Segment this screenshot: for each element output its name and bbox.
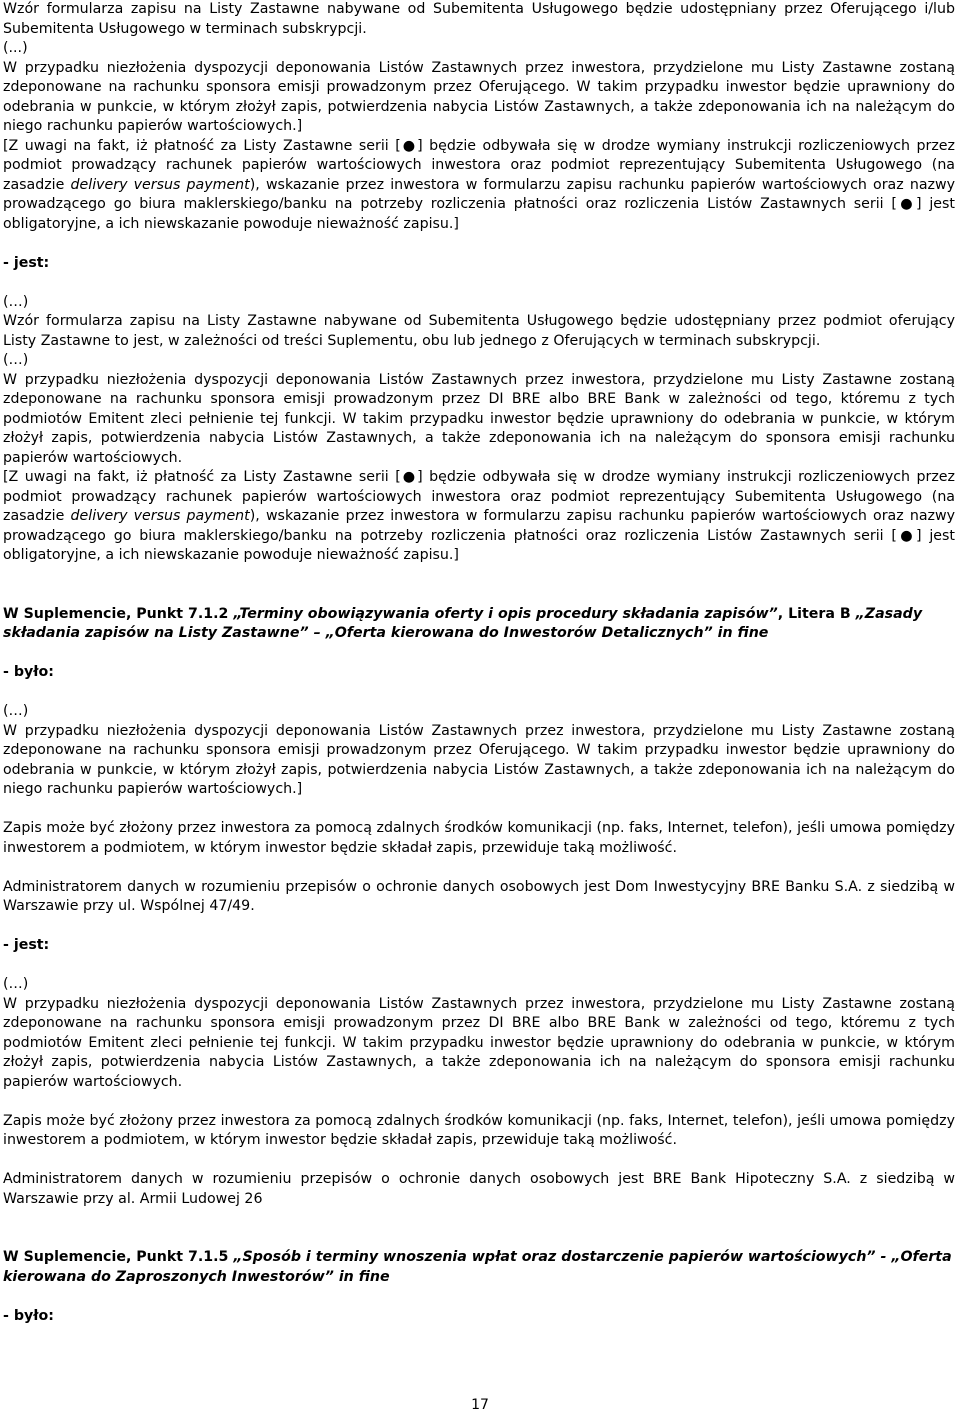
spacer xyxy=(3,585,955,605)
italic-term: delivery versus payment xyxy=(70,508,250,524)
spacer xyxy=(3,683,955,703)
spacer xyxy=(3,1092,955,1112)
paragraph: W przypadku niezłożenia dyspozycji deponowania Listów Zastawnych przez inwestora, przydzielone mu Listy Zastawne zostaną zdeponowane na rachunku sponsora emisji prowadzonym przez DI BRE albo BRE Bank w zależności od tego, któremu z tych podmiotów Emitent zleci pełnienie tej funkcji. W takim przypadku inwestor będzie uprawniony do odebrania w punkcie, w którym złożył zapis, potwierdzenia nabycia Listów Zastawnych, a także zdeponowania ich na należącym do sponsora emisji rachunku papierów wartościowych. xyxy=(3,371,955,466)
spacer xyxy=(3,858,955,878)
spacer xyxy=(3,566,955,586)
heading-italic: „Sposób i terminy wnoszenia wpłat oraz dostarczenie papierów wartościowych” - „Oferta kierowana do Zaproszonych Inwestorów” in fine xyxy=(3,1249,952,1285)
paragraph xyxy=(3,468,955,566)
section-heading xyxy=(3,605,955,644)
text-span: [Z uwagi na fakt, iż płatność za Listy Zastawne serii [●] będzie odbywała się w drodze wymiany instrukcji rozliczeniowych przez podmiot prowadzący rachunek papierów wartościowych inwestora oraz podmiot reprezentujący Subemitenta Usługowego (na zasadzie xyxy=(3,469,955,524)
ellipsis: (...) xyxy=(3,40,28,56)
ellipsis: (…) xyxy=(3,703,29,719)
spacer xyxy=(3,800,955,820)
spacer xyxy=(3,1287,955,1307)
spacer xyxy=(3,1151,955,1171)
spacer xyxy=(3,1229,955,1249)
document-page xyxy=(3,0,955,1326)
bylo-label: - było: xyxy=(3,1307,54,1324)
heading-italic: „Zasady składania zapisów na Listy Zastawne” – „Oferta kierowana do Inwestorów Detalicznych” in fine xyxy=(3,605,923,641)
spacer xyxy=(3,1209,955,1229)
spacer xyxy=(3,273,955,293)
bylo-label: - było: xyxy=(3,664,54,680)
paragraph xyxy=(3,137,955,235)
italic-term: delivery versus payment xyxy=(70,176,250,193)
ellipsis: (…) xyxy=(3,352,29,368)
paragraph: Wzór formularza zapisu na Listy Zastawne nabywane od Subemitenta Usługowego będzie udostępniany przez Oferującego i/lub Subemitenta Usługowego w terminach subskrypcji. xyxy=(3,1,955,37)
paragraph: Wzór formularza zapisu na Listy Zastawne nabywane od Subemitenta Usługowego będzie udostępniany przez podmiot oferujący Listy Zastawne to jest, w zależności od treści Suplementu, obu lub jednego z Oferujących w terminach subskrypcji. xyxy=(3,313,955,349)
page-number: 17 xyxy=(471,1397,489,1413)
spacer xyxy=(3,234,955,254)
paragraph: W przypadku niezłożenia dyspozycji deponowania Listów Zastawnych przez inwestora, przydzielone mu Listy Zastawne zostaną zdeponowane na rachunku sponsora emisji prowadzonym przez Oferującego. W takim przypadku inwestor będzie uprawniony do odebrania w punkcie, w którym złożył zapis, potwierdzenia nabycia Listów Zastawnych, a także zdeponowania ich na należącym do niego rachunku papierów wartościowych.] xyxy=(3,59,955,134)
spacer xyxy=(3,917,955,937)
spacer xyxy=(3,644,955,664)
heading-text: W Suplemencie, Punkt 7.1.5 xyxy=(3,1249,234,1265)
paragraph: Administratorem danych w rozumieniu przepisów o ochronie danych osobowych jest Dom Inwestycyjny BRE Banku S.A. z siedzibą w Warszawie przy ul. Wspólnej 47/49. xyxy=(3,878,955,914)
jest-label: - jest: xyxy=(3,937,50,953)
ellipsis: (…) xyxy=(3,976,29,992)
heading-italic: „Terminy obowiązywania oferty i opis procedury składania zapisów” xyxy=(233,605,778,622)
section-heading xyxy=(3,1248,955,1287)
paragraph: W przypadku niezłożenia dyspozycji deponowania Listów Zastawnych przez inwestora, przydzielone mu Listy Zastawne zostaną zdeponowane na rachunku sponsora emisji prowadzonym przez Oferującego. W takim przypadku inwestor będzie uprawniony do odebrania w punkcie, w którym złożył zapis, potwierdzenia nabycia Listów Zastawnych, a także zdeponowania ich na należącym do niego rachunku papierów wartościowych.] xyxy=(3,722,955,797)
text-span: ), wskazanie przez inwestora w formularzu zapisu rachunku papierów wartościowych oraz nazwy prowadzącego go biura maklerskiego/banku na potrzeby rozliczenia płatności oraz rozliczenia Listów Zastawnych serii [●] jest obligatoryjne, a ich niewskazanie powoduje nieważność zapisu.] xyxy=(3,176,955,232)
paragraph: Administratorem danych w rozumieniu przepisów o ochronie danych osobowych jest BRE Bank Hipoteczny S.A. z siedzibą w Warszawie przy al. Armii Ludowej 26 xyxy=(3,1171,955,1207)
jest-label: - jest: xyxy=(3,254,50,271)
text-span: [Z uwagi na fakt, iż płatność za Listy Zastawne serii [●] będzie odbywała się w drodze wymiany instrukcji rozliczeniowych przez podmiot prowadzący rachunek papierów wartościowych inwestora oraz podmiot reprezentujący Subemitenta Usługowego (na zasadzie xyxy=(3,137,955,193)
heading-text: , Litera B xyxy=(777,605,856,622)
text-span: ), wskazanie przez inwestora w formularzu zapisu rachunku papierów wartościowych oraz nazwy prowadzącego go biura maklerskiego/banku na potrzeby rozliczenia płatności oraz rozliczenia Listów Zastawnych serii [●] jest obligatoryjne, a ich niewskazanie powoduje nieważność zapisu.] xyxy=(3,508,955,563)
paragraph: Zapis może być złożony przez inwestora za pomocą zdalnych środków komunikacji (np. faks, Internet, telefon), jeśli umowa pomiędzy inwestorem a podmiotem, w którym inwestor będzie składał zapis, przewiduje taką możliwość. xyxy=(3,1112,955,1148)
paragraph: Zapis może być złożony przez inwestora za pomocą zdalnych środków komunikacji (np. faks, Internet, telefon), jeśli umowa pomiędzy inwestorem a podmiotem, w którym inwestor będzie składał zapis, przewiduje taką możliwość. xyxy=(3,820,955,856)
ellipsis: (…) xyxy=(3,293,29,310)
paragraph: W przypadku niezłożenia dyspozycji deponowania Listów Zastawnych przez inwestora, przydzielone mu Listy Zastawne zostaną zdeponowane na rachunku sponsora emisji prowadzonym przez DI BRE albo BRE Bank w zależności od tego, któremu z tych podmiotów Emitent zleci pełnienie tej funkcji. W takim przypadku inwestor będzie uprawniony do odebrania w punkcie, w którym złożył zapis, potwierdzenia nabycia Listów Zastawnych, a także zdeponowania ich na należącym do sponsora emisji rachunku papierów wartościowych. xyxy=(3,995,955,1090)
spacer xyxy=(3,956,955,976)
heading-text: W Suplemencie, Punkt 7.1.2 xyxy=(3,605,234,622)
